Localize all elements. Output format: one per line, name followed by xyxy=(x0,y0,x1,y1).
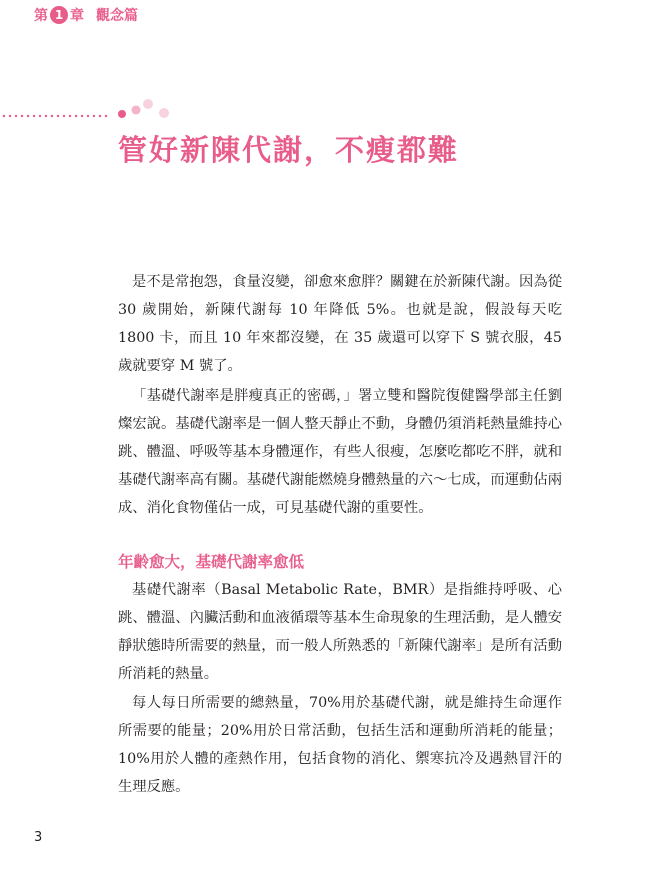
chapter-suffix: 章 xyxy=(70,8,84,24)
page-number: 3 xyxy=(34,830,43,845)
chapter-section-name: 觀念篇 xyxy=(96,8,138,24)
section-heading: 年齡愈大，基礎代謝率愈低 xyxy=(118,553,305,571)
decor-dot-2 xyxy=(132,106,141,115)
chapter-number-badge: 1 xyxy=(50,6,68,24)
decor-dot-3 xyxy=(143,99,153,109)
decor-dot-1 xyxy=(118,110,126,118)
section-paragraph-2: 每人每日所需要的總熱量，70%用於基礎代謝，就是維持生命運作所需要的能量；20%用於日常活動，包括生活和運動所消耗的能量；10%用於人體的產熱作用，包括食物的消化、禦寒抗冷及遇熱冒汗的生理反應。 xyxy=(118,695,562,795)
decor-dot-4 xyxy=(159,108,169,118)
intro-paragraph-2: 「基礎代謝率是胖瘦真正的密碼，」署立雙和醫院復健醫學部主任劉燦宏說。基礎代謝率是一個人整天靜止不動，身體仍須消耗熱量維持心跳、體溫、呼吸等基本身體運作，有些人很瘦，怎麼吃都吃不胖，就和基礎代謝率高有關。基礎代謝能燃燒身體熱量的六～七成，而運動佔兩成、消化食物僅佔一成，可見基礎代謝的重要性。 xyxy=(118,388,562,516)
page-title: 管好新陳代謝，不瘦都難 xyxy=(118,133,460,167)
chapter-header xyxy=(34,5,138,25)
title-decoration xyxy=(0,98,180,124)
dotted-rule xyxy=(3,115,107,117)
section-paragraph-1: 基礎代謝率（Basal Metabolic Rate，BMR）是指維持呼吸、心跳、體溫、內臟活動和血液循環等基本生命現象的生理活動，是人體安靜狀態時所需要的熱量，而一般人所熟悉的「新陳代謝率」是所有活動所消耗的熱量。 xyxy=(118,582,562,682)
chapter-prefix: 第 xyxy=(34,8,48,24)
intro-paragraph-1: 是不是常抱怨，食量沒變，卻愈來愈胖？關鍵在於新陳代謝。因為從 30 歲開始，新陳代謝每 10 年降低 5%。也就是說，假設每天吃 1800 卡，而且 10 年來都沒變，在 35 歲還可以穿下 S 號衣服，45 歲就要穿 M 號了。 xyxy=(118,274,562,374)
